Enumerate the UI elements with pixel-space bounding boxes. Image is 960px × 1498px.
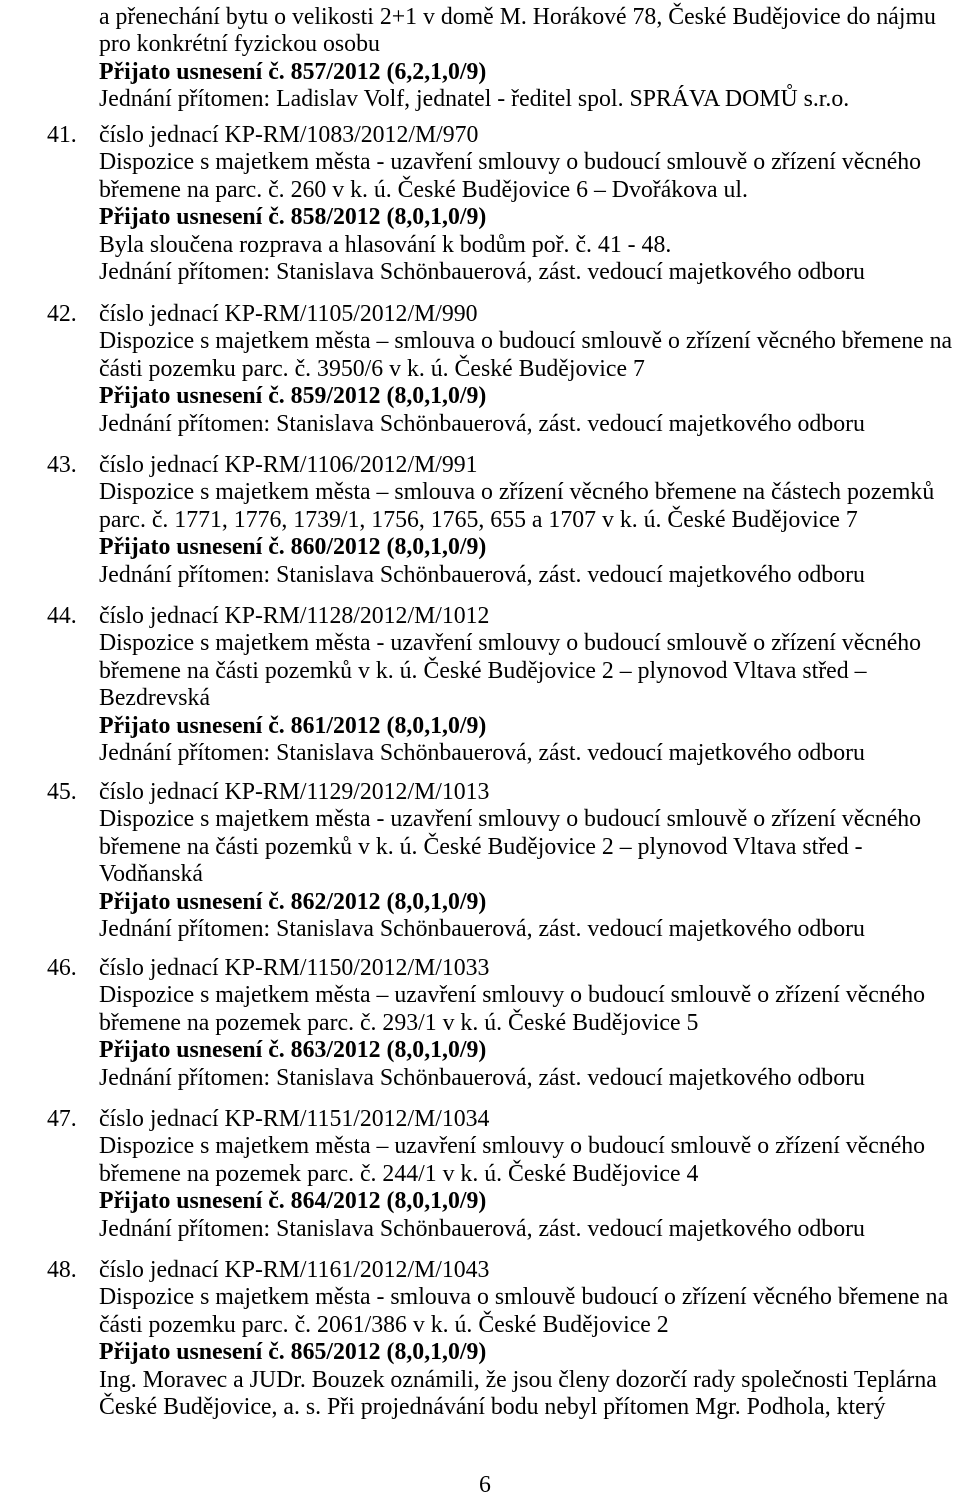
description-line: Vodňanská: [99, 861, 203, 888]
description-line: Dispozice s majetkem města - uzavření smlouvy o budoucí smlouvě o zřízení věcného: [99, 806, 922, 833]
resolution: Přijato usnesení č. 858/2012 (8,0,1,0/9): [99, 204, 487, 231]
page-number: 6: [479, 1472, 491, 1498]
item-number: 41.: [47, 122, 77, 148]
item-number: 43.: [47, 452, 77, 478]
agenda-item-44: [47, 603, 957, 767]
intro-block: [99, 4, 957, 114]
attendance: Jednání přítomen: Stanislava Schönbauerová, zást. vedoucí majetkového odboru: [99, 739, 865, 766]
attendance: Jednání přítomen: Ladislav Volf, jednatel - ředitel spol. SPRÁVA DOMŮ s.r.o.: [99, 86, 850, 113]
intro-line: a přenechání bytu o velikosti 2+1 v domě M. Horákové 78, České Budějovice do nájmu: [99, 4, 936, 30]
resolution: Přijato usnesení č. 865/2012 (8,0,1,0/9): [99, 1339, 487, 1366]
description-line: části pozemku parc. č. 2061/386 v k. ú. České Budějovice 2: [99, 1311, 669, 1338]
agenda-item-47: [47, 1106, 957, 1243]
agenda-item-42: [47, 301, 957, 438]
note: České Budějovice, a. s. Při projednávání bodu nebyl přítomen Mgr. Podhola, který: [99, 1393, 886, 1420]
resolution: Přijato usnesení č. 863/2012 (8,0,1,0/9): [99, 1037, 487, 1064]
case-number: číslo jednací KP-RM/1106/2012/M/991: [99, 452, 478, 478]
item-number: 46.: [47, 955, 77, 981]
case-number: číslo jednací KP-RM/1105/2012/M/990: [99, 301, 478, 327]
item-number: 42.: [47, 301, 77, 327]
item-number: 47.: [47, 1106, 77, 1132]
resolution: Přijato usnesení č. 860/2012 (8,0,1,0/9): [99, 534, 487, 561]
resolution: Přijato usnesení č. 861/2012 (8,0,1,0/9): [99, 712, 487, 739]
agenda-item-48: [47, 1257, 957, 1421]
description-line: břemene na parc. č. 260 v k. ú. České Budějovice 6 – Dvořákova ul.: [99, 176, 748, 203]
note: Byla sloučena rozprava a hlasování k bodům poř. č. 41 - 48.: [99, 231, 672, 258]
attendance: Jednání přítomen: Stanislava Schönbauerová, zást. vedoucí majetkového odboru: [99, 410, 865, 437]
description-line: Dispozice s majetkem města - smlouva o smlouvě budoucí o zřízení věcného břemene na: [99, 1284, 949, 1311]
case-number: číslo jednací KP-RM/1150/2012/M/1033: [99, 955, 490, 981]
item-number: 45.: [47, 779, 77, 805]
agenda-item-45: [47, 779, 957, 943]
agenda-item-46: [47, 955, 957, 1092]
case-number: číslo jednací KP-RM/1161/2012/M/1043: [99, 1257, 490, 1283]
intro-line: pro konkrétní fyzickou osobu: [99, 31, 380, 58]
attendance: Jednání přítomen: Stanislava Schönbauerová, zást. vedoucí majetkového odboru: [99, 561, 865, 588]
attendance: Jednání přítomen: Stanislava Schönbauerová, zást. vedoucí majetkového odboru: [99, 1215, 865, 1242]
resolution: Přijato usnesení č. 857/2012 (6,2,1,0/9): [99, 58, 487, 85]
description-line: břemene na pozemek parc. č. 244/1 v k. ú. České Budějovice 4: [99, 1160, 699, 1187]
agenda-item-43: [47, 452, 957, 589]
description-line: břemene na části pozemků v k. ú. České Budějovice 2 – plynovod Vltava střed –: [99, 657, 867, 684]
case-number: číslo jednací KP-RM/1129/2012/M/1013: [99, 779, 490, 805]
case-number: číslo jednací KP-RM/1128/2012/M/1012: [99, 603, 490, 629]
case-number: číslo jednací KP-RM/1151/2012/M/1034: [99, 1106, 490, 1132]
description-line: Dispozice s majetkem města - uzavření smlouvy o budoucí smlouvě o zřízení věcného: [99, 149, 922, 176]
resolution: Přijato usnesení č. 864/2012 (8,0,1,0/9): [99, 1188, 487, 1215]
agenda-item-41: [47, 122, 957, 286]
case-number: číslo jednací KP-RM/1083/2012/M/970: [99, 122, 479, 148]
description-line: Bezdrevská: [99, 685, 211, 712]
description-line: Dispozice s majetkem města – smlouva o budoucí smlouvě o zřízení věcného břemene na: [99, 328, 953, 355]
note: Ing. Moravec a JUDr. Bouzek oznámili, že jsou členy dozorčí rady společnosti Teplárna: [99, 1366, 937, 1393]
attendance: Jednání přítomen: Stanislava Schönbauerová, zást. vedoucí majetkového odboru: [99, 258, 865, 285]
description-line: břemene na části pozemků v k. ú. České Budějovice 2 – plynovod Vltava střed -: [99, 833, 863, 860]
description-line: Dispozice s majetkem města – uzavření smlouvy o budoucí smlouvě o zřízení věcného: [99, 1133, 926, 1160]
resolution: Přijato usnesení č. 859/2012 (8,0,1,0/9): [99, 383, 487, 410]
attendance: Jednání přítomen: Stanislava Schönbauerová, zást. vedoucí majetkového odboru: [99, 915, 865, 942]
description-line: břemene na pozemek parc. č. 293/1 v k. ú. České Budějovice 5: [99, 1009, 699, 1036]
resolution: Přijato usnesení č. 862/2012 (8,0,1,0/9): [99, 888, 487, 915]
description-line: části pozemku parc. č. 3950/6 v k. ú. České Budějovice 7: [99, 355, 645, 382]
attendance: Jednání přítomen: Stanislava Schönbauerová, zást. vedoucí majetkového odboru: [99, 1064, 865, 1091]
description-line: parc. č. 1771, 1776, 1739/1, 1756, 1765, 655 a 1707 v k. ú. České Budějovice 7: [99, 506, 858, 533]
description-line: Dispozice s majetkem města – smlouva o zřízení věcného břemene na částech pozemků: [99, 479, 935, 506]
item-number: 48.: [47, 1257, 77, 1283]
description-line: Dispozice s majetkem města – uzavření smlouvy o budoucí smlouvě o zřízení věcného: [99, 982, 926, 1009]
item-number: 44.: [47, 603, 77, 629]
description-line: Dispozice s majetkem města - uzavření smlouvy o budoucí smlouvě o zřízení věcného: [99, 630, 922, 657]
